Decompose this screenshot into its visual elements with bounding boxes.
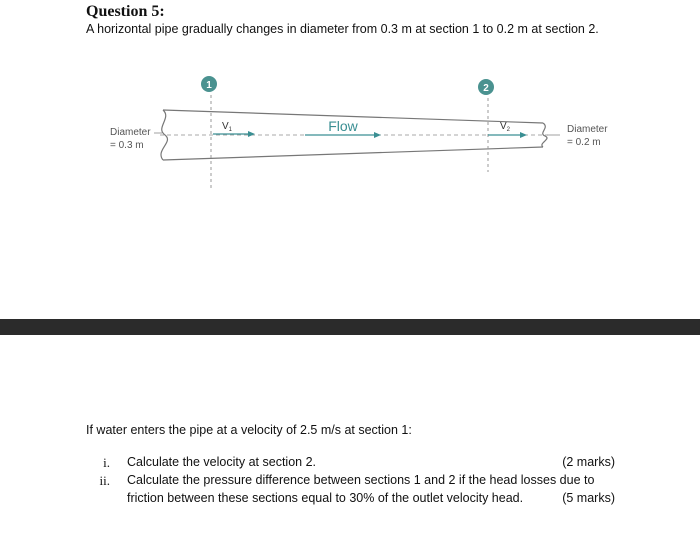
svg-text:2: 2 xyxy=(483,83,489,94)
question-intro: A horizontal pipe gradually changes in diameter from 0.3 m at section 1 to 0.2 m at section 2. xyxy=(86,22,599,36)
item-1-text: Calculate the velocity at section 2. xyxy=(127,455,316,469)
v2-label: $V_2$ xyxy=(500,121,511,133)
right-diameter-value: = 0.2 m xyxy=(567,137,601,148)
item-1-number: i. xyxy=(103,455,110,470)
question-title: Question 5: xyxy=(86,3,165,20)
right-diameter-label: Diameter xyxy=(567,124,608,135)
section-1-marker xyxy=(201,76,217,92)
item-2-text-line-2: friction between these sections equal to 30% of the outlet velocity head. xyxy=(127,491,524,505)
section-2-marker xyxy=(478,79,494,95)
separator-band xyxy=(0,319,700,335)
flow-label: Flow xyxy=(328,118,358,134)
item-2-text-line-1: Calculate the pressure difference between sections 1 and 2 if the head losses due to xyxy=(127,473,595,487)
item-1-marks: (2 marks) xyxy=(562,455,615,469)
svg-text:1: 1 xyxy=(206,80,212,91)
left-diameter-label: Diameter xyxy=(110,127,151,138)
given-statement: If water enters the pipe at a velocity of 2.5 m/s at section 1: xyxy=(86,423,412,437)
v1-label: $V_1$ xyxy=(222,121,233,133)
left-diameter-value: = 0.3 m xyxy=(110,140,144,151)
item-2-marks: (5 marks) xyxy=(562,491,615,505)
item-2-number: ii. xyxy=(99,473,110,488)
